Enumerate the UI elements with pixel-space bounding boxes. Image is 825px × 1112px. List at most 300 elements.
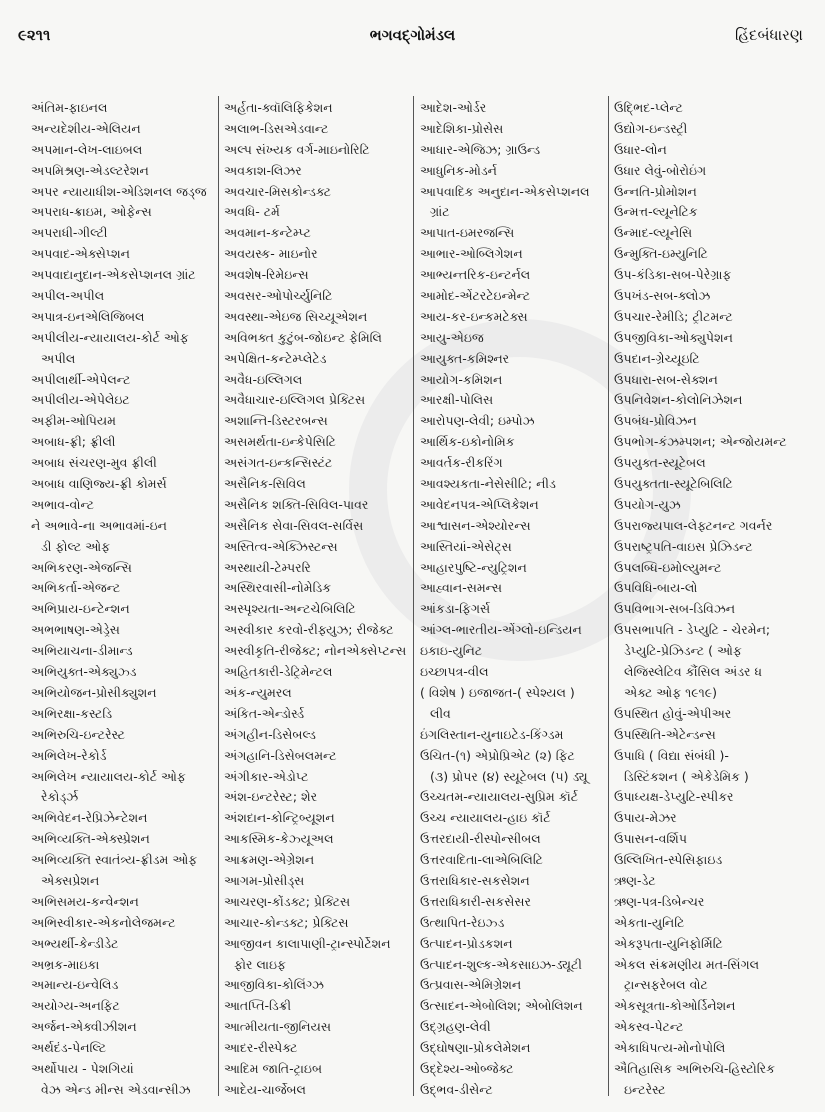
entry-text: અબાધ વાણિજ્ય-ફ્રી કોમર્સ (31, 476, 167, 492)
glossary-entry (224, 286, 410, 307)
glossary-entry (31, 119, 216, 140)
glossary-entry (420, 787, 606, 808)
entry-text: ઉપયુક્ત-સ્યૂટેબલ (614, 455, 706, 471)
entry-continuation: વેઝ એન્ડ મીન્સ એડવાન્સીઝ (41, 1081, 191, 1097)
glossary-entry (224, 349, 410, 370)
glossary-entry (224, 119, 410, 140)
entry-text: ઉપરાષ્ટ્રપતિ-વાઇસ પ્રેઝિડન્ટ (614, 538, 753, 554)
glossary-entry (420, 370, 606, 391)
entry-text: અપમિશ્રણ-એડલ્ટરેશન (31, 162, 149, 178)
glossary-entry (420, 850, 606, 871)
entry-text: અસૈનિક-સિવિલ (224, 476, 306, 492)
glossary-entry (31, 975, 216, 996)
entry-text: એકતા-યુનિટિ (614, 914, 685, 930)
entry-text: અસૈનિક સેવા-સિવલ-સર્વિસ (224, 517, 364, 533)
glossary-entry (224, 892, 410, 913)
glossary-entry (224, 1059, 410, 1080)
glossary-entry (31, 495, 216, 516)
entry-text: અસ્વીકાર કરવો-રીફ્યુઝ; રીજેક્ટ (224, 622, 394, 638)
entry-text: આચરણ-કોંડક્ટ; પ્રેક્ટિસ (224, 893, 351, 909)
entry-text: ઉપયુક્તતા-સ્યૂટેબિલિટિ (614, 476, 733, 492)
glossary-entry (614, 537, 814, 558)
entry-text: અભિવેદન-રેપ્રિઝેન્ટેશન (31, 810, 148, 826)
entry-text: અશાન્તિ-ડિસ્ટરબન્સ (224, 413, 328, 429)
entry-text: અબાધ સંચરણ-મુવ ફ્રીલી (31, 455, 157, 471)
entry-text: ઉપજીવિકા-ઓક્યુપેશન (614, 329, 733, 345)
entry-text: આયુક્ત-કમિશ્નર (420, 350, 510, 366)
glossary-entry (224, 328, 410, 349)
glossary-entry (614, 370, 814, 391)
entry-text: આદિમ જાતિ-ટ્રાઇબ (224, 1060, 322, 1076)
column-divider (608, 96, 609, 1096)
entry-text: આહ્વાન-સમન્સ (420, 580, 503, 596)
entry-text: ઉત્તરાધિકાર-સકસેશન (420, 872, 530, 888)
glossary-entry (224, 265, 410, 286)
glossary-column-1 (31, 98, 216, 1101)
glossary-entry (614, 516, 814, 537)
entry-continuation: ટ્રાન્સફરેબલ વોટ (624, 977, 708, 993)
entry-text: અહિતકારી-ડેટ્રિમેન્ટલ (224, 664, 333, 680)
entry-text: ઉદ્ભિદ-પ્લેન્ટ (614, 100, 683, 115)
entry-text: આદેશિકા-પ્રોસેસ (420, 120, 504, 136)
glossary-entry (224, 411, 410, 432)
entry-text: અલાભ-ડિસએડવાન્ટ (224, 120, 329, 136)
glossary-entry (614, 850, 814, 871)
entry-text: ઋણ-ડેટ (614, 872, 656, 888)
entry-text: ઉપવિધિ-બાય-લો (614, 580, 698, 596)
glossary-entry (420, 453, 606, 474)
glossary-entry (420, 119, 606, 140)
glossary-entry (614, 808, 814, 829)
entry-text: અસ્તિત્વ-એક્ઝિસ્ટન્સ (224, 538, 338, 554)
glossary-entry (224, 620, 410, 641)
glossary-entry (614, 996, 814, 1017)
entry-text: ઉત્પાદન-શુલ્ક-એકસાઇઝ-ડ્યૂટી (420, 956, 582, 972)
entry-text: આભાર-ઓબ્લિગેશન (420, 246, 523, 262)
glossary-entry (224, 558, 410, 579)
glossary-entry (420, 432, 606, 453)
entry-text: ઉચિત-(૧) એપ્રોપ્રિએટ (૨) ફિટ (420, 747, 575, 763)
entry-text: અવૈધ-ઇલ્લિગલ (224, 371, 303, 387)
entry-text: અફીમ-ઓપિયમ (31, 413, 116, 429)
entry-text: ઋણ-પત્ર-ડિબેન્ચર (614, 893, 705, 909)
entry-text: અભિકર્તા-એજન્ટ (31, 580, 121, 596)
entry-text: અર્થોપાય - પેશગિયાં (31, 1060, 134, 1076)
glossary-entry (614, 620, 814, 704)
glossary-entry (420, 934, 606, 955)
entry-text: ઉપયોગ-યુઝ (614, 496, 681, 512)
glossary-entry (224, 202, 410, 223)
entry-text: ઉત્પ્રવાસ-એમિગ્રેશન (420, 977, 522, 993)
entry-text: આત્મીયતા-જીનિયસ (224, 1019, 331, 1035)
entry-text: આધાર-એજિઝ; ગ્રાઉન્ડ (420, 141, 541, 157)
entry-continuation: લેજિસ્લેટિવ કૌંસિલ અંડર ધ (624, 664, 762, 680)
entry-text: ઉલ્લિખિત-સ્પેસિફાઇડ (614, 852, 723, 868)
glossary-entry (420, 182, 606, 224)
entry-text: અપવાદાનુદાન-એકસેપ્શનલ ગ્રાંટ (31, 267, 196, 283)
entry-text: અસૈનિક શક્તિ-સિવિલ-પાવર (224, 496, 369, 512)
glossary-entry (420, 808, 606, 829)
glossary-entry (224, 516, 410, 537)
glossary-entry (614, 119, 814, 140)
entry-text: અવમાન-કન્ટેમ્પ્ટ (224, 225, 311, 241)
glossary-entry (31, 370, 216, 391)
page-title: ભગવદ્ગોમંડલ (369, 26, 456, 44)
glossary-entry (614, 328, 814, 349)
entry-text: આય-કર-ઇન્કમટેક્સ (420, 308, 528, 324)
entry-text: અપમાન-લેખ-લાઇબલ (31, 141, 143, 157)
glossary-entry (31, 161, 216, 182)
entry-text: અંશદાન-કોન્ટ્રિબ્યૂશન (224, 810, 335, 826)
entry-text: ઉદ્ઘોષણા-પ્રોકલેમેશન (420, 1040, 531, 1056)
entry-text: આકસ્મિક-કેઝ્યૂઅલ (224, 831, 334, 847)
glossary-entry (31, 98, 216, 119)
entry-text: અસ્વીકૃતિ-રીજેક્ટ; નોનએક્સેપ્ટન્સ (224, 643, 407, 659)
glossary-entry (420, 599, 606, 620)
glossary-entry (614, 599, 814, 620)
glossary-entry (31, 725, 216, 746)
entry-text: ઉત્થાપિત-રેઇઝ્ડ (420, 914, 505, 930)
glossary-entry (420, 1080, 606, 1101)
entry-text: અમાન્ય-ઇન્વેલિડ (31, 977, 119, 993)
glossary-entry (614, 453, 814, 474)
glossary-entry (420, 871, 606, 892)
entry-text: આવર્તક-રીકરિંગ (420, 455, 503, 471)
glossary-entry (420, 1059, 606, 1080)
entry-text: અવશેષ-રિમેઇન્સ (224, 267, 309, 283)
entry-text: આચાર-કોન્ડક્ટ; પ્રેક્ટિસ (224, 914, 349, 930)
entry-text: ઉત્તરાધિકારી-સકસેસર (420, 893, 531, 909)
glossary-entry (31, 599, 216, 620)
glossary-entry (420, 746, 606, 788)
entry-continuation: (૩) પ્રોપર (૪) સ્યૂટેબલ (૫) ડ્યૂ (430, 768, 588, 784)
glossary-entry (614, 223, 814, 244)
entry-text: ઉપભોગ-કંઝમ્પશન; એન્જોયમન્ટ (614, 434, 787, 450)
glossary-entry (31, 286, 216, 307)
entry-text: આમોદ-એંટરટેઇન્મેન્ટ (420, 288, 531, 304)
glossary-entry (420, 474, 606, 495)
entry-text: આરક્ષી-પોલિસ (420, 392, 494, 408)
entry-text: એકસૂત્રતા-કોઓર્ડિનેશન (614, 998, 736, 1014)
entry-text: અસમર્થતા-ઇન્કેપેસિટિ (224, 434, 336, 450)
glossary-entry (614, 704, 814, 725)
glossary-entry (31, 182, 216, 203)
glossary-column-2 (224, 98, 410, 1101)
entry-text: અભિલેખ ન્યાયાલય-કોર્ટ ઓફ (31, 768, 186, 784)
entry-text: અભિકરણ-એજન્સિ (31, 559, 132, 575)
glossary-entry (420, 390, 606, 411)
glossary-entry (614, 558, 814, 579)
glossary-entry (31, 892, 216, 913)
entry-text: ઉદ્ભવ-ડીસેન્ટ (420, 1081, 493, 1097)
glossary-entry (614, 871, 814, 892)
entry-text: આયોગ-કમિશન (420, 371, 503, 387)
entry-text: અર્જન-એક્વીઝીશન (31, 1019, 137, 1035)
glossary-entry (224, 767, 410, 788)
glossary-entry (224, 850, 410, 871)
entry-text: આપવાદિક અનુદાન-એકસેપ્શનલ (420, 183, 590, 199)
entry-continuation: અપીલ (41, 350, 76, 366)
entry-text: અભિયુક્ત-એક્યુઝ્ડ (31, 664, 137, 680)
entry-text: આરોપણ-લેવી; ઇમ્પોઝ (420, 413, 535, 429)
glossary-entry (420, 307, 606, 328)
glossary-entry (420, 161, 606, 182)
glossary-entry (614, 265, 814, 286)
glossary-entry (224, 662, 410, 683)
entry-text: ઐતિહાસિક અભિરુચિ-હિસ્ટોરિક (614, 1060, 775, 1076)
entry-text: ઉધાર-લોન (614, 141, 667, 157)
glossary-entry (31, 746, 216, 767)
entry-text: આદેશ-ઓર્ડર (420, 100, 487, 115)
glossary-entry (224, 829, 410, 850)
glossary-entry (31, 641, 216, 662)
glossary-entry (614, 390, 814, 411)
glossary-entry (224, 537, 410, 558)
glossary-entry (31, 202, 216, 223)
glossary-entry (420, 955, 606, 976)
entry-text: એકલ સંક્રમણીય મત-સિંગલ (614, 956, 760, 972)
glossary-entry (224, 641, 410, 662)
entry-text: ઇંગલિસ્તાન-યુનાઇટેડ-કિંગ્ડમ (420, 726, 564, 742)
glossary-entry (420, 411, 606, 432)
glossary-entry (224, 871, 410, 892)
entry-text: ઉપાસન-વર્શિપ (614, 831, 687, 847)
entry-text: આવેદનપત્ર-એપ્લિકેશન (420, 496, 539, 512)
glossary-entry (224, 140, 410, 161)
entry-text: અર્થદંડ-પેનલ્ટિ (31, 1040, 107, 1056)
entry-continuation: એક્ટ ઓફ ૧૯૧૯) (624, 684, 718, 700)
entry-text: અપેક્ષિત-કન્ટેમ્પ્લેટેડ (224, 350, 327, 366)
entry-text: ઉત્પાદન-પ્રોડકશન (420, 935, 513, 951)
glossary-entry (420, 829, 606, 850)
entry-text: ઉધાર લેવું-બોરોઇંગ (614, 162, 707, 178)
glossary-column-4 (614, 98, 814, 1101)
glossary-entry (31, 1059, 216, 1101)
glossary-entry (420, 244, 606, 265)
glossary-entry (614, 787, 814, 808)
entry-text: અસંગત-ઇન્કન્સિસ્ટંટ (224, 455, 333, 471)
glossary-entry (614, 202, 814, 223)
entry-continuation: ફોર લાઇફ (234, 956, 286, 972)
entry-text: અંગીકાર-એડોપ્ટ (224, 768, 309, 784)
glossary-entry (224, 746, 410, 767)
glossary-entry (420, 725, 606, 746)
entry-text: અભાવ-વોન્ટ (31, 496, 94, 512)
entry-text: અસ્પૃશ્યતા-અન્ટચેબિલિટિ (224, 601, 356, 617)
entry-text: અભિયાચના-ડીમાન્ડ (31, 643, 133, 659)
entry-text: અભ્યર્થી-કેન્ડીડેટ (31, 935, 119, 951)
entry-continuation: ડેપ્યુટિ-પ્રેઝિડન્ટ ( ઓફ (624, 643, 742, 659)
glossary-entry (224, 725, 410, 746)
entry-text: અંગહાનિ-ડિસેબલમન્ટ (224, 747, 337, 763)
glossary-entry (614, 349, 814, 370)
glossary-entry (224, 578, 410, 599)
entry-text: ઉન્માદ-લ્યૂનેસિ (614, 225, 693, 241)
glossary-entry (224, 495, 410, 516)
glossary-entry (614, 913, 814, 934)
entry-text: આદર-રીસ્પેક્ટ (224, 1040, 298, 1056)
entry-continuation: ઇન્ટરેસ્ટ (624, 1081, 666, 1097)
glossary-entry (420, 140, 606, 161)
glossary-entry (224, 390, 410, 411)
glossary-entry (224, 704, 410, 725)
entry-text: આભ્યન્તરિક-ઇન્ટર્નલ (420, 267, 531, 283)
entry-text: આજીવન કાલાપાણી-ટ્રાન્સ્પોર્ટેશન (224, 935, 391, 951)
glossary-entry (31, 578, 216, 599)
glossary-entry (614, 244, 814, 265)
glossary-entry (224, 453, 410, 474)
entry-text: એકસ્વ-પેટન્ટ (614, 1019, 684, 1035)
entry-text: ( વિશેષ ) ઇજાજત-( સ્પેશ્યલ ) (420, 684, 575, 700)
entry-continuation: ડી ફોલ્ટ ઓફ (41, 538, 111, 554)
entry-text: ઉપસ્થિત હોવું-એપીઅર (614, 705, 732, 721)
glossary-entry (31, 307, 216, 328)
glossary-entry (614, 161, 814, 182)
entry-text: ઉપદાન-ગ્રેચ્યૂઇટિ (614, 350, 700, 366)
entry-text: અપવાદ-એક્સેપ્શન (31, 246, 130, 262)
glossary-entry (614, 725, 814, 746)
entry-text: ઉપાધિ ( વિદ્યા સંબંધી )- (614, 747, 729, 763)
entry-text: ઉપવિભાગ-સબ-ડિવિઝન (614, 601, 736, 617)
glossary-entry (420, 578, 606, 599)
glossary-entry (31, 390, 216, 411)
glossary-entry (614, 1059, 814, 1101)
glossary-entry (31, 432, 216, 453)
page-number: ૯૨૧૧ (18, 26, 51, 44)
glossary-entry (31, 662, 216, 683)
entry-text: ઉદ્દેશ્ય-ઓબ્જેક્ટ (420, 1060, 514, 1076)
glossary-entry (420, 98, 606, 119)
glossary-entry (31, 1017, 216, 1038)
glossary-entry (224, 913, 410, 934)
entry-text: અભિલેખ-રેકોર્ડ (31, 747, 107, 763)
entry-text: અભભાષણ-એડ્રેસ (31, 622, 120, 638)
glossary-entry (420, 1038, 606, 1059)
glossary-entry (614, 829, 814, 850)
entry-text: એકરૂપતા-યુનિફોર્મિટિ (614, 935, 723, 951)
glossary-entry (31, 683, 216, 704)
glossary-entry (614, 955, 814, 997)
entry-text: ઉપરાજ્યપાલ-લેફ્ટનન્ટ ગવર્નર (614, 517, 773, 533)
glossary-entry (420, 495, 606, 516)
entry-text: અભિવ્યક્તિ સ્વાતંત્ર્ય-ફ્રીડમ ઓફ (31, 852, 198, 868)
entry-text: અવસર-ઓપોર્ચ્યુનિટિ (224, 288, 333, 304)
glossary-entry (614, 495, 814, 516)
entry-text: આર્થિક-ઇકોનોમિક (420, 434, 515, 450)
entry-text: અભિરક્ષા-કસ્ટડિ (31, 705, 113, 721)
glossary-entry (420, 662, 606, 683)
glossary-entry (420, 328, 606, 349)
glossary-entry (31, 453, 216, 474)
entry-text: અભિપ્રાય-ઇન્ટેન્શન (31, 601, 130, 617)
glossary-entry (420, 349, 606, 370)
glossary-entry (31, 996, 216, 1017)
glossary-entry (420, 913, 606, 934)
entry-text: અંક-ન્યુમરલ (224, 684, 292, 700)
glossary-entry (614, 1038, 814, 1059)
entry-continuation: ગ્રાંટ (430, 204, 450, 220)
entry-text: અસ્થાયી-ટેમ્પરરિ (224, 559, 311, 575)
glossary-entry (31, 620, 216, 641)
glossary-column-3 (420, 98, 606, 1101)
glossary-entry (31, 558, 216, 579)
entry-text: આશ્વાસન-એશ્યોરન્સ (420, 517, 531, 533)
entry-text: એકાધિપત્ય-મોનોપોલિ (614, 1040, 726, 1056)
entry-text: ઉત્સાદન-એબોલિશ; એબોલિશન (420, 998, 583, 1014)
glossary-entry (31, 829, 216, 850)
glossary-entry (31, 913, 216, 934)
entry-text: અંકિત-એન્ડોર્સ્ડ (224, 705, 305, 721)
glossary-entry (224, 787, 410, 808)
entry-text: ઇચ્છાપત્ર-વીલ (420, 664, 489, 680)
entry-continuation: ડિસ્ટિંકશન ( એકેડેમિક ) (624, 768, 749, 784)
entry-text: ઉન્નતિ-પ્રોમોશન (614, 183, 697, 199)
glossary-entry (614, 411, 814, 432)
glossary-entry (420, 620, 606, 641)
entry-text: ઉપબંધ-પ્રોવિઝન (614, 413, 697, 429)
entry-text: ઉપખંડ-સબ-ક્લોઝ (614, 288, 711, 304)
glossary-entry (31, 244, 216, 265)
entry-text: ઉપસભાપતિ - ડેપ્યુટિ - ચેરમેન; (614, 622, 771, 638)
column-divider (413, 96, 414, 1096)
entry-text: અવયસ્ક- માઇનોર (224, 246, 318, 262)
glossary-entry (31, 328, 216, 370)
glossary-entry (614, 182, 814, 203)
glossary-entry (224, 182, 410, 203)
glossary-entry (420, 223, 606, 244)
glossary-entry (614, 98, 814, 119)
glossary-entry (31, 411, 216, 432)
glossary-entry (31, 808, 216, 829)
glossary-entry (420, 558, 606, 579)
entry-text: અપર ન્યાયાધીશ-એડિશનલ જડ્જ (31, 183, 207, 199)
glossary-entry (224, 432, 410, 453)
glossary-entry (224, 996, 410, 1017)
glossary-entry (420, 265, 606, 286)
glossary-entry (224, 1038, 410, 1059)
entry-text: આંકડા-ફિગર્સ (420, 601, 491, 617)
entry-continuation: રેકોર્ડ્ઝ (41, 789, 79, 805)
entry-text: ઉપધારા-સબ-સેક્શન (614, 371, 718, 387)
entry-text: ઉપલબ્ધિ-ઇમોલ્યુમન્ટ (614, 559, 722, 575)
entry-text: અંતિમ-ફાઇનલ (31, 100, 108, 115)
entry-text: અર્હતા-ક્વૉલિફિકેશન (224, 100, 333, 115)
glossary-entry (614, 286, 814, 307)
glossary-entry (614, 432, 814, 453)
entry-text: ને અભાવે-ના અભાવમાં-ઇન (31, 517, 167, 533)
glossary-entry (224, 1017, 410, 1038)
entry-text: અવસ્થા-એઇજ સિચ્યૂએશન (224, 308, 368, 324)
entry-text: અસ્થિરવાસી-નોમેડિક (224, 580, 332, 596)
entry-text: અભ્રક-માઇકા (31, 956, 100, 972)
glossary-entry (614, 746, 814, 788)
glossary-entry (224, 683, 410, 704)
glossary-entry (224, 161, 410, 182)
entry-text: આસ્તિયાં-એસેટ્સ (420, 538, 512, 554)
glossary-entry (31, 767, 216, 809)
glossary-entry (224, 1080, 410, 1101)
glossary-entry (224, 975, 410, 996)
glossary-entry (420, 975, 606, 996)
entry-text: ઉન્મત્ત-લ્યૂનેટિક (614, 204, 698, 220)
column-divider (218, 96, 219, 1096)
entry-text: અબાધ-ફ્રી; ફ્રીલી (31, 434, 116, 450)
glossary-entry (420, 641, 606, 662)
entry-text: આગમ-પ્રોસીડ્સ (224, 872, 305, 888)
entry-text: અવકાશ-લિઝર (224, 162, 302, 178)
entry-text: ઉપાય-મેઝર (614, 810, 677, 826)
glossary-entry (420, 892, 606, 913)
